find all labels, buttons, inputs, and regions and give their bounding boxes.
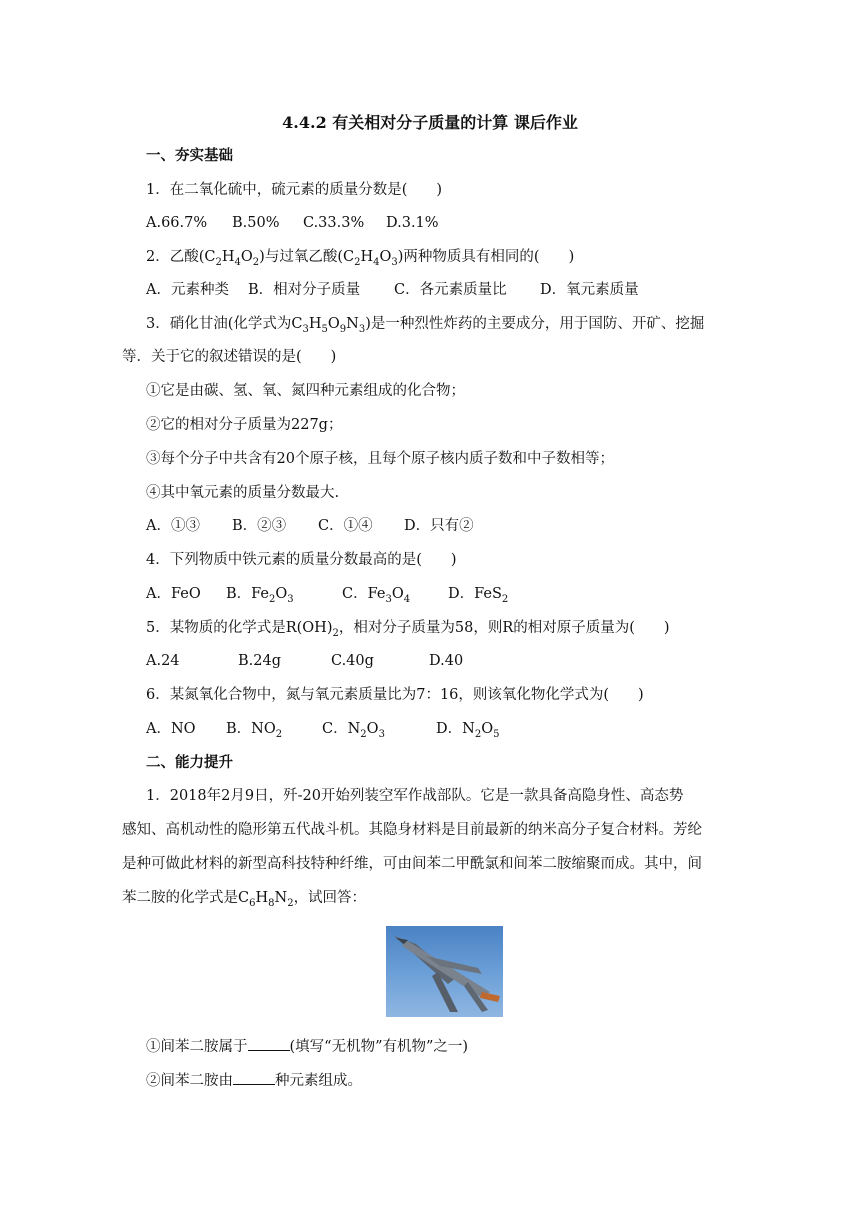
q3-option-b: B．②③ (232, 518, 287, 534)
q3-statement-3: ③每个分子中共含有20个原子核，且每个原子核内质子数和中子数相等； (146, 451, 614, 467)
q4-stem: 4．下列物质中铁元素的质量分数最高的是( ) (146, 552, 457, 568)
p1-line-1: 1．2018年2月9日，歼-20开始列装空军作战部队。它是一款具备高隐身性、高态势 (146, 788, 684, 804)
q3-option-d: D．只有② (404, 518, 474, 534)
q4-option-d: D．FeS$_2$ (448, 586, 509, 605)
q6-stem: 6．某氮氧化合物中，氮与氧元素质量比为7：16，则该氧化物化学式为( ) (146, 687, 644, 703)
sub-question-1-suffix: (填写“无机物”有机物”之一) (289, 1039, 469, 1055)
answer-blank-2[interactable] (233, 1070, 275, 1085)
q4-option-b: B．$Fe_2O_3$ (226, 586, 294, 605)
q1-option-a: A.66.7% (146, 215, 208, 231)
section-heading-basics: 一、夯实基础 (146, 147, 233, 164)
q3-statement-4: ④其中氧元素的质量分数最大. (146, 485, 340, 501)
q3-statement-2: ②它的相对分子质量为227g； (146, 417, 343, 433)
q5-options (146, 651, 463, 671)
q2-stem: 2．乙酸$(C_2H_4O_2)$与过氧乙酸$(C_2H_4O_3)$两种物质具有相同的( ) (146, 249, 575, 268)
q5-option-d: D.40 (429, 653, 464, 669)
q3-options (146, 516, 474, 536)
q6-option-d: D．$N_2O_5$ (436, 721, 500, 740)
p1-line-4: 苯二胺的化学式是$C_6H_8N_2$，试回答： (122, 890, 367, 909)
fighter-jet-icon (386, 926, 503, 1017)
q2-option-b: B．相对分子质量 (248, 282, 361, 298)
q2-option-a: A．元素种类 (146, 282, 229, 298)
q1-option-b: B.50% (232, 215, 280, 231)
q2-option-d: D．氧元素质量 (540, 282, 639, 298)
q1-stem: 1．在二氧化硫中，硫元素的质量分数是( ) (146, 182, 443, 198)
p1-line-3: 是种可做此材料的新型高科技特种纤维，可由间苯二甲酰氯和间苯二胺缩聚而成。其中，间 (122, 856, 702, 872)
sub-question-2-prefix: ②间苯二胺由 (146, 1073, 233, 1089)
fighter-jet-photo (386, 926, 503, 1017)
section-heading-advanced: 二、能力提升 (146, 754, 233, 771)
q5-option-a: A.24 (146, 653, 180, 669)
q3-stem-line1: 3．硝化甘油(化学式为$C_3H_5O_9N_3$)是一种烈性炸药的主要成分，用于国防、开矿、挖掘 (146, 316, 705, 335)
p1-sub-question-2 (146, 1070, 362, 1091)
q4-options (146, 584, 508, 610)
q5-stem: 5．某物质的化学式是$R(OH)_2$，相对分子质量为58，则R的相对原子质量为( ) (146, 620, 670, 639)
q3-statement-1: ①它是由碳、氢、氧、氮四种元素组成的化合物； (146, 383, 465, 399)
p1-line-2: 感知、高机动性的隐形第五代战斗机。其隐身材料是目前最新的纳米高分子复合材料。芳纶 (122, 822, 702, 838)
p1-sub-question-1 (146, 1036, 468, 1057)
q1-option-d: D.3.1% (386, 215, 439, 231)
q2-options (146, 280, 639, 300)
q4-option-a: A．FeO (146, 586, 201, 602)
q5-option-c: C.40g (331, 653, 374, 669)
q3-option-c: C．①④ (318, 518, 373, 534)
q3-stem-line2: 等．关于它的叙述错误的是( ) (122, 349, 337, 365)
q5-option-b: B.24g (238, 653, 281, 669)
q1-options (146, 213, 439, 233)
q6-option-b: B．$NO_2$ (226, 721, 283, 740)
q2-option-c: C．各元素质量比 (394, 282, 507, 298)
q6-option-c: C．$N_2O_3$ (322, 721, 385, 740)
answer-blank-1[interactable] (248, 1036, 290, 1051)
q6-options (146, 719, 499, 745)
q6-option-a: A．NO (146, 721, 196, 737)
q3-option-a: A．①③ (146, 518, 200, 534)
q4-option-c: C．$Fe_3O_4$ (342, 586, 411, 605)
sub-question-2-suffix: 种元素组成。 (275, 1073, 362, 1089)
q1-option-c: C.33.3% (303, 215, 365, 231)
page-title: 4.4.2 有关相对分子质量的计算 课后作业 (282, 113, 578, 132)
sub-question-1-prefix: ①间苯二胺属于 (146, 1039, 248, 1055)
